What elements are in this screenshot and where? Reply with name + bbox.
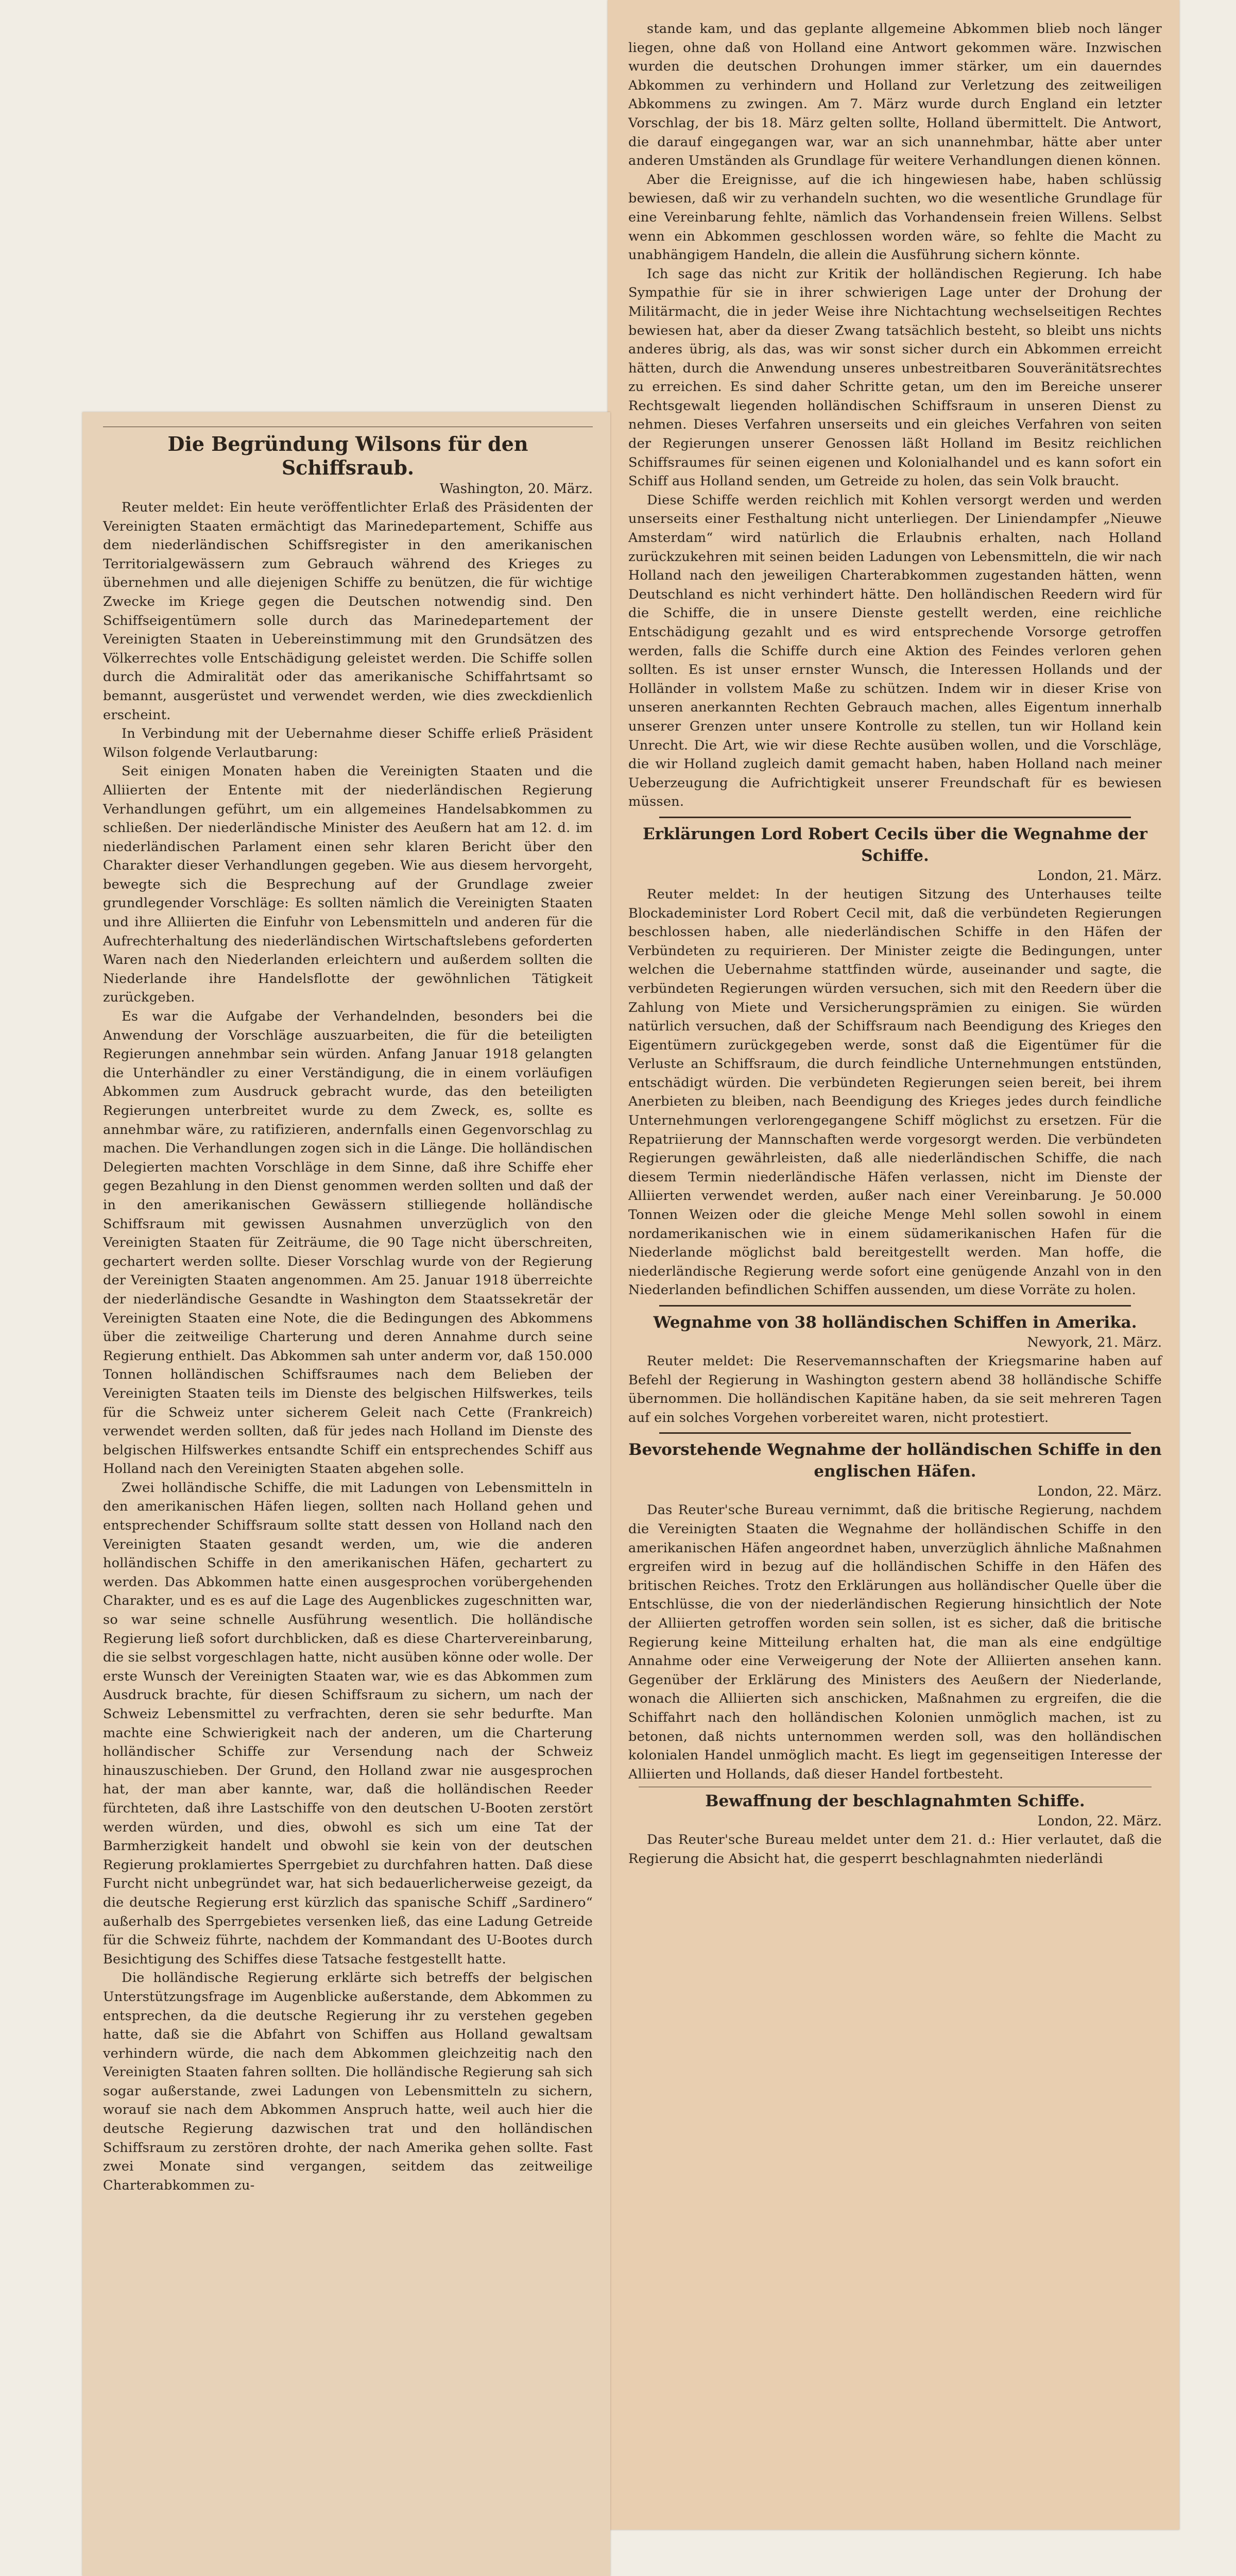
bewaffnung-paragraph: Das Reuter'sche Bureau meldet unter dem 21. d.: Hier verlautet, daß die Regierung die Absicht hat, die gesperrt beschlagnahmten niederländi xyxy=(628,1832,1162,1867)
right-continuation-paragraph: Diese Schiffe werden reichlich mit Kohlen versorgt werden und werden unserseits einer Festhaltung nicht unterliegen. Der Liniendampfer „Nieuwe Amsterdam“ wird natürlich die Erlaubnis erhalten, nach Holland zurückzukehren mit seinen beiden Ladungen von Lebensmitteln, die wir nach Holland nach den jeweiligen Charterabkommen zugestanden hätten, wenn Deutschland es nicht verhindert hätte. Den holländischen Reedern wird für die Schiffe, die in unsere Dienste gestellt werden, eine reichliche Entschädigung gezahlt und es wird entsprechende Vorsorge getroffen werden, falls die Schiffe durch eine Aktion des Feindes verloren gehen sollten. Es ist unser ernster Wunsch, die Interessen Hollands und der Holländer in vollstem Maße zu schützen. Indem wir in dieser Krise von unseren anerkannten Rechten Gebrauch machen, alles Eigentum innerhalb unserer Grenzen unter unsere Kontrolle zu stellen, tun wir Holland kein Unrecht. Die Art, wie wir diese Rechte ausüben wollen, und die Vorschläge, die wir Holland zugleich damit gemacht haben, haben Holland nach meiner Ueberzeugung die Aufrichtigkeit unserer Freundschaft für es bewiesen müssen. xyxy=(628,492,1162,810)
englische-haefen-paragraph: Das Reuter'sche Bureau vernimmt, daß die britische Regierung, nachdem die Vereinigten Staaten die Wegnahme der holländischen Schiffe in den amerikanischen Häfen angeordnet haben, unverzüglich ähnliche Maßnahmen ergreifen wird in bezug auf die holländischen Schiffe in den Häfen des britischen Reiches. Trotz den Erklärungen aus holländischer Quelle über die Entschlüsse, die von der niederländischen Regierung hinsichtlich der Note der Alliierten getroffen worden sein sollen, ist es sicher, daß die britische Regierung keine Mitteilung erhalten hat, die man als eine endgültige Annahme oder eine Verweigerung der Note der Alliierten ansehen kann. Gegenüber der Erklärung des Ministers des Aeußern der Niederlande, wonach die Alliierten sich anschicken, Maßnahmen zu ergreifen, die die Schiffahrt nach den holländischen Kolonien unmöglich machen, ist zu betonen, daß nichts unternommen werden soll, was den holländischen kolonialen Handel unmöglich macht. Es liegt im gegenseitigen Interesse der Alliierten und Hollands, daß dieser Handel fortbesteht. xyxy=(628,1502,1162,1782)
cecil-paragraph: Reuter meldet: In der heutigen Sitzung des Unterhauses teilte Blockademinister Lord Robert Cecil mit, daß die verbündeten Regierungen beschlossen haben, alle niederländischen Schiffe in den Häfen der Verbündeten zu requirieren. Der Minister zeigte die Bedingungen, unter welchen die Uebernahme stattfinden würde, auseinander und sagte, die verbündeten Regierungen würden versuchen, sich mit den Reedern über die Zahlung von Miete und Versicherungsprämien zu einigen. Sie würden natürlich versuchen, daß der Schiffsraum nach Beendigung des Krieges den Eigentümern zurückgegeben werde, sonst daß die Eigentümer für die Verluste an Schiffsraum, die durch feindliche Unternehmungen entstünden, entschädigt würden. Die verbündeten Regierungen seien bereit, bei ihrem Anerbieten zu bleiben, nach Beendigung des Krieges jedes durch feindliche Unternehmungen verlorengegangene Schiff möglichst zu ersetzen. Für die Repatriierung der Mannschaften werde vorgesorgt werden. Die verbündeten Regierungen gewährleisten, daß alle niederländischen Schiffe, die nach diesem Termin niederländische Häfen verlassen, nicht im Dienste der Alliierten verwendet werden, außer nach einer Vereinbarung. Je 50.000 Tonnen Weizen oder die gleiche Menge Mehl sollen sowohl in einem nordamerikanischen wie in einem südamerikanischen Hafen für die Niederlande möglichst bald bereitgestellt werden. Man hoffe, die niederländische Regierung werde sofort eine genügende Anzahl von in den Niederlanden befindlichen Schiffen aussenden, um diese Vorräte zu holen. xyxy=(628,886,1162,1298)
wilson-paragraph: Reuter meldet: Ein heute veröffentlichter Erlaß des Präsidenten der Vereinigten Staaten ermächtigt das Marinedepartement, Schiffe aus dem niederländischen Schiffsregister in den amerikanischen Territorialgewässern zum Gebrauch während des Krieges zu übernehmen und alle diejenigen Schiffe zu benützen, die für wichtige Zwecke im Kriege gegen die Deutschen notwendig sind. Den Schiffseigentümern solle durch das Marinedepartement der Vereinigten Staaten in Uebereinstimmung mit den Grundsätzen des Völkerrechtes volle Entschädigung geleistet werden. Die Schiffe sollen durch die Admiralität oder das amerikanische Schiffahrtsamt so bemannt, ausgerüstet und verwendet werden, wie dies zweckdienlich erscheint. xyxy=(103,500,593,723)
wilson-headline: Die Begründung Wilsons für den Schiffsraub. xyxy=(167,432,528,479)
wilson-paragraph: In Verbindung mit der Uebernahme dieser Schiffe erließ Präsident Wilson folgende Verlautbarung: xyxy=(103,726,593,760)
wilson-paragraph: Seit einigen Monaten haben die Vereinigten Staaten und die Alliierten der Entente mit der niederländischen Regierung Verhandlungen geführt, um ein allgemeines Handelsabkommen zu schließen. Der niederländische Minister des Aeußern hat am 12. d. im niederländischen Parlament einen sehr klaren Bericht über den Charakter dieser Verhandlungen gegeben. Wie aus diesem hervorgeht, bewegte sich die Besprechung auf der Grundlage zweier grundlegender Vorschläge: Es sollten nämlich die Vereinigten Staaten und ihre Alliierten die Einfuhr von Lebensmitteln und anderen für die Aufrechterhaltung des niederländischen Wirtschaftslebens geforderten Waren nach den Niederlanden erleichtern und außerdem sollten die Niederlande ihre Handelsflotte der gewöhnlichen Tätigkeit zurückgeben. xyxy=(103,764,593,1006)
right-column xyxy=(628,20,1162,1868)
section-divider xyxy=(659,1305,1131,1307)
cecil-dateline: London, 21. März. xyxy=(1037,868,1162,884)
wegnahme-38-paragraph: Reuter meldet: Die Reservemannschaften der Kriegsmarine haben auf Befehl der Regierung in Washington gestern abend 38 holländische Schiffe übernommen. Die holländischen Kapitäne haben, da sie seit mehreren Tagen auf ein solches Vorgehen vorbereitet waren, nicht protestiert. xyxy=(628,1353,1162,1426)
wilson-paragraph: Die holländische Regierung erklärte sich betreffs der belgischen Unterstützungsfrage im Augenblicke außerstande, dem Abkommen zu entsprechen, da die deutsche Regierung ihr zu verstehen gegeben hatte, daß sie die Abfahrt von Schiffen aus Holland gewaltsam verhindern würde, die nach dem Abkommen gleichzeitig nach den Vereinigten Staaten fahren sollten. Die holländische Regierung sah sich sogar außerstande, zwei Ladungen von Lebensmitteln zu sichern, worauf sie nach dem Abkommen Anspruch hatte, weil auch hier die deutsche Regierung dazwischen trat und den holländischen Schiffsraum zu zerstören drohte, der nach Amerika gehen sollte. Fast zwei Monate sind vergangen, seitdem das zeitweilige Charterabkommen zu- xyxy=(103,1970,593,2193)
right-clipping xyxy=(608,0,1179,2530)
wilson-paragraph: Es war die Aufgabe der Verhandelnden, besonders bei die Anwendung der Vorschläge auszuarbeiten, die für die beteiligten Regierungen annehmbar sein würden. Anfang Januar 1918 gelangten die Unterhändler zu einer Verständigung, die in einem vorläufigen Abkommen zum Ausdruck gebracht wurde, das den beteiligten Regierungen unterbreitet wurde zu dem Zweck, es, sollte es annehmbar wäre, zu ratifizieren, andernfalls einen Gegenvorschlag zu machen. Die Verhandlungen zogen sich in die Länge. Die holländischen Delegierten machten Vorschläge in dem Sinne, daß ihre Schiffe eher gegen Bezahlung in den Dienst genommen werden sollten und daß der in den amerikanischen Gewässern stilliegende holländische Schiffsraum mit gewissen Ausnahmen unverzüglich von den Vereinigten Staaten für Zeiträume, die 90 Tage nicht überschreiten, gechartert werden sollte. Dieser Vorschlag wurde von der Regierung der Vereinigten Staaten angenommen. Am 25. Januar 1918 überreichte der niederländische Gesandte in Washington dem Staatssekretär der Vereinigten Staaten eine Note, die die Bedingungen des Abkommens über die zeitweilige Charterung und deren Annahme durch seine Regierung enthielt. Das Abkommen sah unter anderm vor, daß 150.000 Tonnen holländischen Schiffsraumes nach dem Belieben der Vereinigten Staaten teils im Dienste des belgischen Hilfswerkes, teils für die Schweiz unter sicherem Geleit nach Cette (Frankreich) verwendet werden sollten, daß für jedes nach Holland im Dienste des belgischen Hilfswerkes entsandte Schiff ein entsprechendes Schiff aus Holland nach den Vereinigten Staaten abgehen solle. xyxy=(103,1009,593,1477)
section-divider xyxy=(659,1432,1131,1434)
left-clipping xyxy=(82,412,610,2576)
right-continuation-paragraph: stande kam, und das geplante allgemeine Abkommen blieb noch länger liegen, ohne daß von Holland eine Antwort gekommen wäre. Inzwischen wurden die deutschen Drohungen immer stärker, um ein dauerndes Abkommen zu verhindern und Holland zur Verletzung des zeitweiligen Abkommens zu zwingen. Am 7. März wurde durch England ein letzter Vorschlag, der bis 18. März gelten sollte, Holland übermittelt. Die Antwort, die darauf eingegangen war, war an sich unannehmbar, hätte aber unter anderen Umständen als Grundlage für weitere Verhandlungen dienen können. xyxy=(628,21,1162,169)
wilson-dateline: Washington, 20. März. xyxy=(439,481,593,497)
wegnahme-38-dateline: Newyork, 21. März. xyxy=(1027,1335,1162,1350)
right-continuation-paragraph: Ich sage das nicht zur Kritik der holländischen Regierung. Ich habe Sympathie für sie in ihrer schwierigen Lage unter der Drohung der Militärmacht, die in jeder Weise ihre Nichtachtung wechselseitigen Rechtes bewiesen hat, aber da dieser Zwang tatsächlich besteht, so bleibt uns nichts anderes übrig, als das, was wir sonst sicher durch ein Abkommen erreicht hätten, durch die Anwendung unseres unbestreitbaren Souveränitätsrechtes zu erreichen. Es sind daher Schritte getan, um den im Bereiche unserer Rechtsgewalt liegenden holländischen Schiffsraum in unseren Dienst zu nehmen. Dieses Verfahren unserseits und ein gleiches Verfahren von seiten der Regierungen unserer Genossen läßt Holland im Besitz reichlichen Schiffsraumes für seinen eigenen und Kolonialhandel und es kann sofort ein Schiff aus Holland senden, um Getreide zu holen, das sein Volk braucht. xyxy=(628,266,1162,489)
englische-haefen-dateline: London, 22. März. xyxy=(1037,1484,1162,1500)
wegnahme-38-headline: Wegnahme von 38 holländischen Schiffen in Amerika. xyxy=(653,1313,1137,1332)
englische-haefen-headline: Bevorstehende Wegnahme der holländischen Schiffe in den englischen Häfen. xyxy=(628,1440,1162,1481)
wilson-paragraph: Zwei holländische Schiffe, die mit Ladungen von Lebensmitteln in den amerikanischen Häfen liegen, sollten nach Holland gehen und entsprechender Schiffsraum sollte statt dessen von Holland nach den Vereinigten Staaten gesandt werden, um, wie die anderen holländischen Schiffe in den amerikanischen Häfen, gechartert zu werden. Das Abkommen hatte einen ausgesprochen vorübergehenden Charakter, und es es auf die Lage des Augenblickes zugeschnitten war, so war seine schnelle Ausführung wesentlich. Die holländische Regierung ließ sofort durchblicken, daß es diese Chartervereinbarung, die sie selbst vorgeschlagen hatte, nicht ausüben könne oder wolle. Der erste Wunsch der Vereinigten Staaten war, wie es das Abkommen zum Ausdruck brachte, für diesen Schiffsraum zu sichern, um nach der Schweiz Lebensmittel zu verfrachten, deren sie sehr bedurfte. Man machte eine Schwierigkeit nach der anderen, um die Charterung holländischer Schiffe zur Versendung nach der Schweiz hinauszuschieben. Der Grund, den Holland zwar nie ausgesprochen hat, der man aber kannte, war, daß die holländischen Reeder fürchteten, daß ihre Lastschiffe von den deutschen U-Booten zerstört werden würden, und dies, obwohl es sich um eine Tat der Barmherzigkeit handelt und obwohl sie kein von der deutschen Regierung proklamiertes Sperrgebiet zu durchfahren hatten. Daß diese Furcht nicht unbegründet war, hat sich bedauerlicherweise gezeigt, da die deutsche Regierung erst kürzlich das spanische Schiff „Sardinero“ außerhalb des Sperrgebietes versenken ließ, das eine Ladung Getreide für die Schweiz führte, nachdem der Kommandant des U-Bootes durch Besichtigung des Schiffes diese Tatsache festgestellt hatte. xyxy=(103,1480,593,1967)
bewaffnung-headline: Bewaffnung der beschlagnahmten Schiffe. xyxy=(705,1792,1085,1811)
right-continuation-paragraph: Aber die Ereignisse, auf die ich hingewiesen habe, haben schlüssig bewiesen, daß wir zu verhandeln suchten, wo die wesentliche Grundlage für eine Vereinbarung fehlte, nämlich das Vorhandensein freien Willens. Selbst wenn ein Abkommen geschlossen worden wäre, so fehlte die Macht zu unabhängigem Handeln, die allein die Ausführung sichern könnte. xyxy=(628,172,1162,263)
section-divider xyxy=(659,817,1131,818)
left-column xyxy=(103,427,593,2195)
bewaffnung-dateline: London, 22. März. xyxy=(1037,1814,1162,1829)
cecil-headline: Erklärungen Lord Robert Cecils über die Wegnahme der Schiffe. xyxy=(643,824,1147,865)
